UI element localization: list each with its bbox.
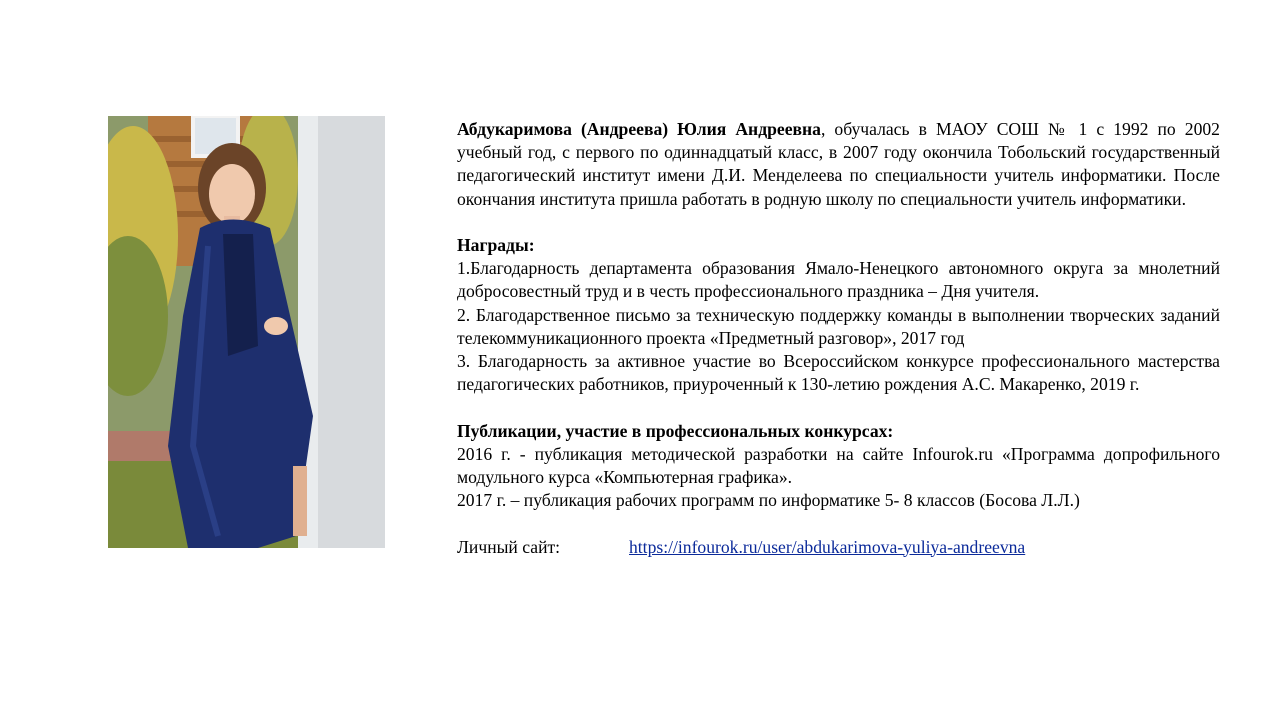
publications-heading: Публикации, участие в профессиональных конкурсах:	[457, 420, 894, 441]
teacher-photo	[108, 116, 385, 548]
intro-paragraph	[457, 118, 1220, 211]
personal-site-row	[457, 536, 1220, 559]
personal-site-link[interactable]: https://infourok.ru/user/abdukarimova-yuliya-andreevna	[629, 536, 1026, 557]
publication-item-2: 2017 г. – публикация рабочих программ по информатике 5- 8 классов (Босова Л.Л.)	[457, 490, 1080, 511]
awards-heading: Награды:	[457, 235, 535, 255]
publication-item-1: 2016 г. - публикация методической разработки на сайте Infourok.ru «Программа допрофильного модульного курса «Компьютерная графика».	[457, 443, 1220, 488]
intro-text: , обучалась в МАОУ СОШ № 1 с 1992 по 2002 учебный год, с первого по одиннадцатый класс, в 2007 году окончила Тобольский государственный педагогический институт имени Д.И. Менделеева по специальности учитель информатики. После окончания института пришла работать в родную школу по специальности учитель информатики.	[457, 119, 1220, 209]
award-item-2: 2. Благодарственное письмо за техническую поддержку команды в выполнении творческих заданий телекоммуникационного проекта «Предметный разговор», 2017 год	[457, 304, 1220, 348]
personal-site-label: Личный сайт:	[457, 536, 561, 557]
bio-text-block	[457, 118, 1220, 559]
award-item-3: 3. Благодарность за активное участие во Всероссийском конкурсе профессионального мастерства педагогических работников, приуроченный к 130-летию рождения А.С. Макаренко, 2019 г.	[457, 351, 1220, 395]
award-item-1: 1.Благодарность департамента образования Ямало-Ненецкого автономного округа за мнолетний добросовестный труд и в честь профессионального праздника – Дня учителя.	[457, 258, 1220, 302]
teacher-name: Абдукаримова (Андреева) Юлия Андреевна	[457, 119, 821, 139]
